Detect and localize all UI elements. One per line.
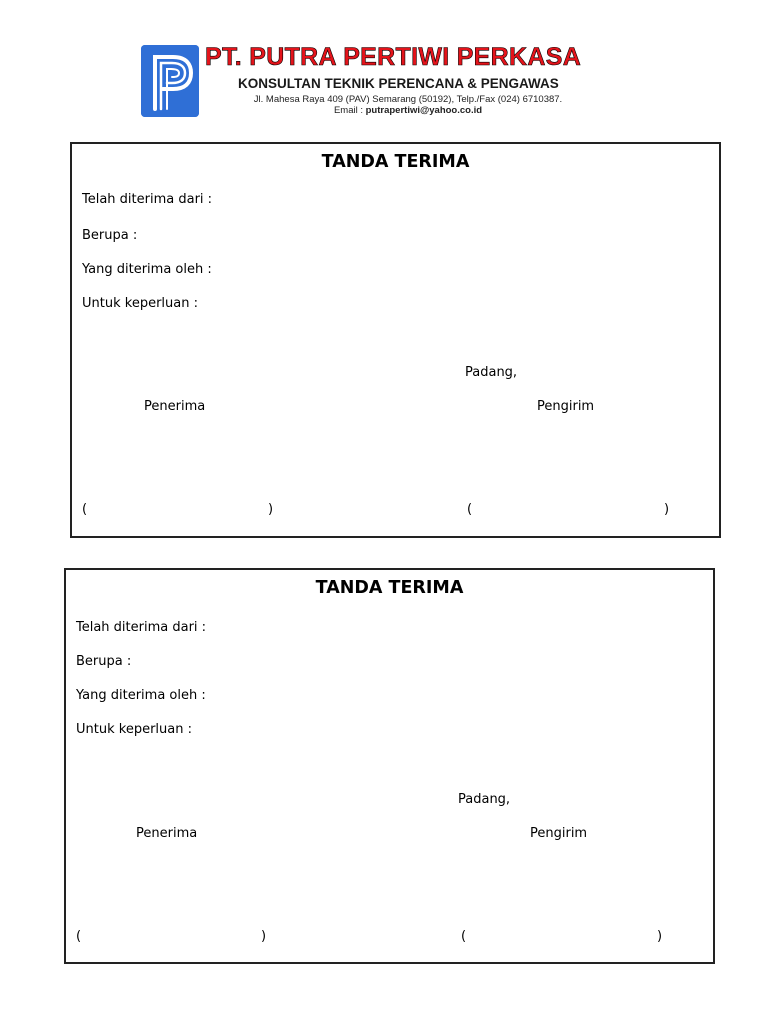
sender-label: Pengirim [530, 826, 588, 841]
company-contact [235, 94, 581, 116]
company-tagline: KONSULTAN TEKNIK PERENCANA & PENGAWAS [238, 76, 559, 91]
item-label: Berupa : [82, 228, 138, 243]
company-email-line [235, 105, 581, 116]
receiver-signature-open: ( [82, 502, 88, 517]
receipt-title: TANDA TERIMA [315, 578, 464, 598]
receipt-form-1 [70, 142, 721, 538]
company-logo [141, 45, 199, 117]
sender-signature-open: ( [467, 502, 473, 517]
receiver-signature-open: ( [76, 929, 82, 944]
received-by-label: Yang diterima oleh : [76, 688, 206, 703]
purpose-label: Untuk keperluan : [76, 722, 192, 737]
receiver-signature-close: ) [268, 502, 274, 517]
logo-p-icon [141, 45, 199, 117]
item-label: Berupa : [76, 654, 132, 669]
purpose-label: Untuk keperluan : [82, 296, 198, 311]
sender-label: Pengirim [537, 399, 595, 414]
sender-signature-close: ) [664, 502, 670, 517]
received-from-label: Telah diterima dari : [82, 192, 213, 207]
place-label: Padang, [465, 365, 518, 380]
receipt-form-2 [64, 568, 715, 964]
company-address: Jl. Mahesa Raya 409 (PAV) Semarang (50192), Telp./Fax (024) 6710387. [253, 94, 563, 105]
received-from-label: Telah diterima dari : [76, 620, 207, 635]
email-value: putrapertiwi@yahoo.co.id [365, 105, 483, 116]
email-label: Email : [333, 105, 366, 116]
receipt-title: TANDA TERIMA [321, 152, 470, 172]
receiver-signature-close: ) [261, 929, 267, 944]
place-label: Padang, [458, 792, 511, 807]
receiver-label: Penerima [136, 826, 198, 841]
company-name: PT. PUTRA PERTIWI PERKASA [205, 43, 582, 71]
received-by-label: Yang diterima oleh : [82, 262, 212, 277]
receiver-label: Penerima [144, 399, 206, 414]
sender-signature-close: ) [657, 929, 663, 944]
sender-signature-open: ( [461, 929, 467, 944]
